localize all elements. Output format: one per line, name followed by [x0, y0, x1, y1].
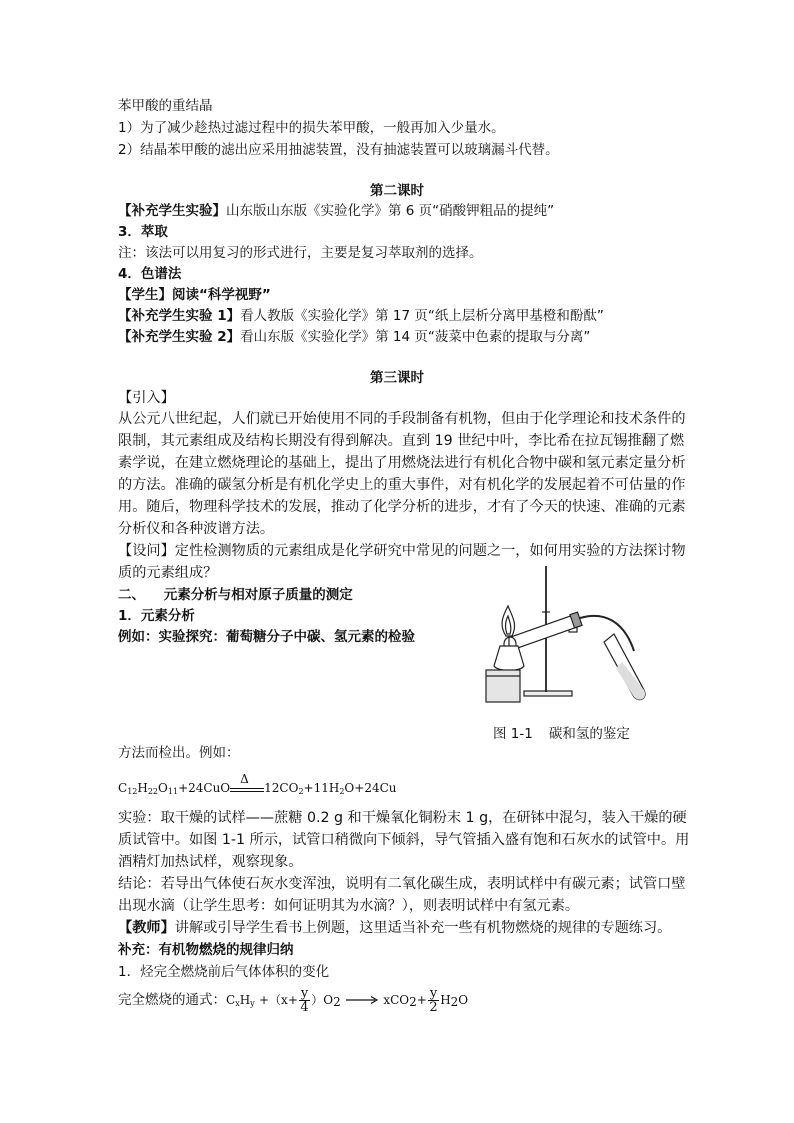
example-heading: 例如：实验探究：葡萄糖分子中碳、氢元素的检验: [118, 629, 415, 645]
line-body: 山东版山东版《实验化学》第 6 页“硝酸钾粗品的提纯”: [226, 203, 555, 219]
carbon-hydrogen-apparatus-illustration: [464, 566, 664, 706]
section-title-lesson-3: 第三课时: [370, 370, 424, 386]
equation-product: +11H: [303, 781, 340, 795]
subheading: 3．萃取: [118, 224, 168, 240]
formula-part: H: [440, 993, 451, 1007]
equation-product: 12CO: [264, 781, 299, 795]
subheading: 4．色谱法: [118, 266, 182, 282]
text-line: [118, 285, 271, 305]
apparatus-figure: [464, 566, 664, 710]
figure-title: 碳和氢的鉴定: [548, 726, 630, 742]
text-line: 苯甲酸的重结晶: [118, 98, 213, 114]
bracket-label: 【设问】: [118, 543, 175, 559]
reaction-arrow-icon: [345, 995, 379, 1005]
line-body: 看山东版《实验化学》第 14 页“菠菜中色素的提取与分离”: [240, 329, 591, 345]
figure-number: 图 1-1: [493, 726, 533, 742]
paragraph-line: [118, 541, 686, 561]
line-body: 定性检测物质的元素组成是化学研究中常见的问题之一，如何用实验的方法探讨物: [174, 543, 686, 559]
text-line: 方法而检出。例如：: [118, 745, 240, 761]
paragraph-line: 酒精灯加热试样，观察现象。: [118, 854, 303, 870]
line-body: 阅读“科学视野”: [172, 287, 271, 303]
delta-symbol: Δ: [240, 772, 249, 786]
text-line: 2）结晶苯甲酸的滤出应采用抽滤装置，没有抽滤装置可以玻璃漏斗代替。: [118, 142, 559, 158]
paragraph-line: 实验：取干燥的试样——蔗糖 0.2 g 和干燥氧化铜粉末 1 g，在研钵中混匀，装入干燥的硬: [118, 810, 687, 826]
subheading: 1．元素分析: [118, 608, 195, 624]
paragraph-line: [118, 918, 671, 938]
fraction-y-over-4: $\frac{y}{4}$: [300, 985, 309, 1015]
formula-part: +（x+: [259, 993, 298, 1007]
paragraph-line: 质试管中。如图 1-1 所示，试管口稍微向下倾斜，导气管插入盛有饱和石灰水的试管中。用: [118, 832, 690, 848]
paragraph-line: 质的元素组成？: [118, 565, 218, 581]
formula-label: 完全燃烧的通式：: [118, 992, 226, 1008]
bracket-label: 【学生】: [118, 287, 172, 303]
paragraph-line: 素学说，在建立燃烧理论的基础上，提出了用燃烧法进行有机化合物中碳和氢元素定量分析: [118, 455, 686, 471]
line-body: 看人教版《实验化学》第 17 页“纸上层析分离甲基橙和酚酞”: [240, 308, 604, 324]
text-line: [118, 306, 604, 326]
text-line: [118, 201, 554, 221]
subheading: 1．烃完全燃烧前后气体体积的变化: [118, 964, 330, 980]
paragraph-line: 分析仪和各种波谱方法。: [118, 521, 275, 537]
section-title-lesson-2: 第二课时: [370, 183, 424, 199]
text-line: [118, 327, 590, 347]
text-line: 【引入】: [118, 390, 175, 406]
fraction-y-over-2: $\frac{y}{2}$: [429, 985, 438, 1015]
equation-product: O+24Cu: [344, 781, 397, 795]
figure-caption: [493, 722, 630, 742]
bracket-label: 【补充学生实验】: [118, 203, 226, 219]
bracket-label: 【教师】: [118, 920, 175, 936]
heat-condition: [230, 772, 264, 792]
formula-part: xCO: [383, 993, 410, 1007]
section-heading: 二、 元素分析与相对原子质量的测定: [118, 587, 353, 603]
paragraph-line: 从公元八世纪起，人们就已开始使用不同的手段制备有机物，但由于化学理论和技术条件的: [118, 411, 686, 427]
paragraph-line: 的方法。准确的碳氢分析是有机化学史上的重大事件，对有机化学的发展起着不可估量的作: [118, 477, 686, 493]
formula-part: ）O: [311, 993, 334, 1007]
bracket-label: 【补充学生实验 2】: [118, 329, 241, 345]
paragraph-line: 出现水滴（让学生思考：如何证明其为水滴？），则表明试样中有氢元素。: [118, 898, 580, 914]
line-body: 讲解或引导学生看书上例题，这里适当补充一些有机物燃烧的规律的专题练习。: [174, 920, 672, 936]
combustion-formula: 完全燃烧的通式：$C_xH_y +(x+$ $\frac{y}{4}$ ）$O_2$ xCO$_2$+ $\frac{y}{2}$ $H_2O$: [118, 985, 469, 1015]
text-line: 1）为了减少趁热过滤过程中的损失苯甲酸，一般再加入少量水。: [118, 120, 505, 136]
reaction-equation: $C_{12}H_{22}O_{11}+24CuO$ Δ $12CO_2+11H_2O+24Cu$: [118, 778, 397, 802]
bracket-label: 【补充学生实验 1】: [118, 308, 241, 324]
paragraph-line: 用。随后，物理科学技术的发展，推动了化学分析的进步，才有了今天的快速、准确的元素: [118, 499, 686, 515]
paragraph-line: 限制，其元素组成及结构长期没有得到解决。直到 19 世纪中叶，李比希在拉瓦锡推翻了燃: [118, 433, 685, 449]
subheading: 补充：有机物燃烧的规律归纳: [118, 942, 294, 958]
paragraph-line: 结论：若导出气体使石灰水变浑浊，说明有二氧化碳生成，表明试样中有碳元素；试管口壁: [118, 876, 686, 892]
formula-part: +: [416, 993, 427, 1007]
text-line: 注：该法可以用复习的形式进行，主要是复习萃取剂的选择。: [118, 245, 483, 261]
equation-reactant: +24CuO: [178, 781, 231, 795]
